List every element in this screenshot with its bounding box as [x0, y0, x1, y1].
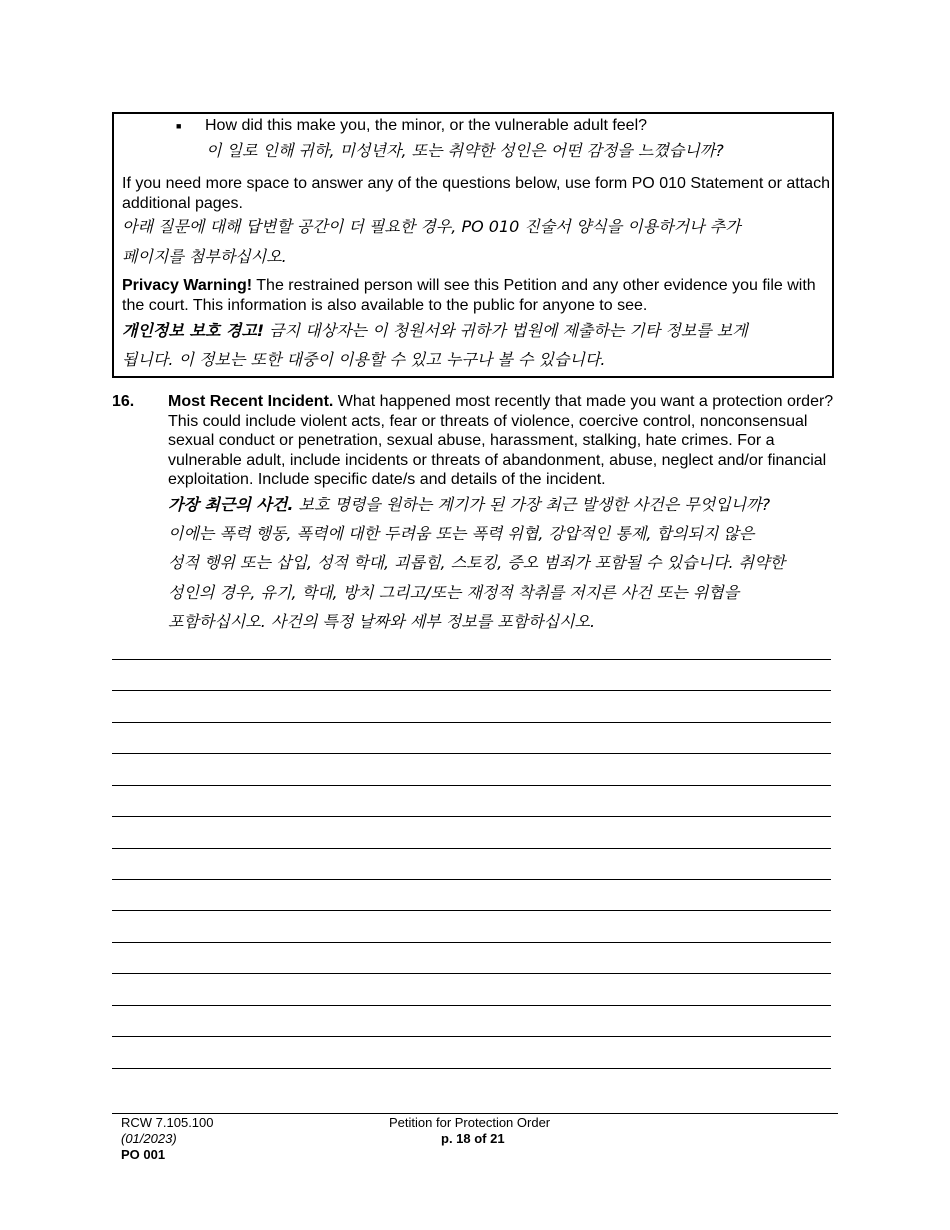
footer-page-number: p. 18 of 21: [441, 1131, 505, 1146]
space-note-ko-line1: 아래 질문에 대해 답변할 공간이 더 필요한 경우, PO 010 진술서 양식을 이용하거나 추가: [122, 217, 741, 236]
item-16-ko-line3: 성적 행위 또는 삽입, 성적 학대, 괴롭힘, 스토킹, 증오 범죄가 포함될 수 있습니다. 취약한: [168, 553, 786, 572]
answer-line[interactable]: [112, 753, 831, 754]
item-16-ko-text1: 보호 명령을 원하는 계기가 된 가장 최근 발생한 사건은 무엇입니까?: [293, 495, 771, 514]
answer-line[interactable]: [112, 659, 831, 660]
footer-form-number: PO 001: [121, 1147, 166, 1162]
bullet-question: How did this make you, the minor, or the vulnerable adult feel?: [205, 117, 648, 134]
footer-rcw: RCW 7.105.100: [121, 1115, 214, 1130]
answer-line[interactable]: [112, 879, 831, 880]
privacy-warning-text-ko: 금지 대상자는 이 청원서와 귀하가 법원에 제출하는 기타 정보를 보게: [264, 321, 748, 340]
privacy-warning: [122, 276, 834, 316]
answer-line[interactable]: [112, 816, 831, 817]
bullet-square-icon: ■: [176, 121, 182, 131]
answer-line[interactable]: [112, 1005, 831, 1006]
privacy-notice-box: [112, 112, 834, 378]
item-16-ko-line5: 포함하십시오. 사건의 특정 날짜와 세부 정보를 포함하십시오.: [168, 612, 596, 631]
answer-line[interactable]: [112, 848, 831, 849]
item-number: 16.: [112, 393, 135, 410]
item-16-description: What happened most recently that made you want a protection order? This could include violent acts, fear or threats of violence, coercive control, nonconsensual sexual conduct or penetration, sexual abuse, harassment, stalking, hate crimes. For a vulnerable adult, include incidents or threats of abandonment, abuse, neglect and/or financial exploitation. Include specific date/s and details of the incident.: [168, 393, 834, 489]
item-16-title-ko: 가장 최근의 사건.: [168, 495, 294, 514]
answer-line[interactable]: [112, 722, 831, 723]
answer-line[interactable]: [112, 973, 831, 974]
space-note: If you need more space to answer any of the questions below, use form PO 010 Statement or attach additional pages.: [122, 175, 830, 212]
item-16-title: Most Recent Incident.: [168, 393, 334, 410]
privacy-warning-label-ko: 개인정보 보호 경고!: [122, 321, 265, 340]
answer-line[interactable]: [112, 942, 831, 943]
privacy-warning-label: Privacy Warning!: [122, 277, 253, 294]
footer-title: Petition for Protection Order: [389, 1115, 551, 1130]
answer-line[interactable]: [112, 1036, 831, 1037]
answer-line[interactable]: [112, 1068, 831, 1069]
space-note-ko-line2: 페이지를 첨부하십시오.: [122, 247, 287, 266]
answer-line[interactable]: [112, 910, 831, 911]
item-16-text: [168, 392, 836, 490]
footer-divider: [112, 1113, 838, 1114]
item-16-ko-line1: [168, 494, 770, 516]
item-16-ko-line4: 성인의 경우, 유기, 학대, 방치 그리고/또는 재정적 착취를 저지른 사건 또는 위협을: [168, 583, 740, 602]
item-16-ko-line2: 이에는 폭력 행동, 폭력에 대한 두려움 또는 폭력 위협, 강압적인 통제, 합의되지 않은: [168, 524, 755, 543]
privacy-warning-ko-line1: [122, 320, 748, 342]
privacy-warning-ko-line2: 됩니다. 이 정보는 또한 대중이 이용할 수 있고 누구나 볼 수 있습니다.: [122, 350, 606, 369]
answer-line[interactable]: [112, 785, 831, 786]
answer-line[interactable]: [112, 690, 831, 691]
footer-date: (01/2023): [121, 1131, 177, 1146]
bullet-question-ko: 이 일로 인해 귀하, 미성년자, 또는 취약한 성인은 어떤 감정을 느꼈습니까?: [206, 141, 724, 160]
privacy-warning-text: The restrained person will see this Petition and any other evidence you file with the court. This information is also available to the public for anyone to see.: [122, 277, 816, 314]
